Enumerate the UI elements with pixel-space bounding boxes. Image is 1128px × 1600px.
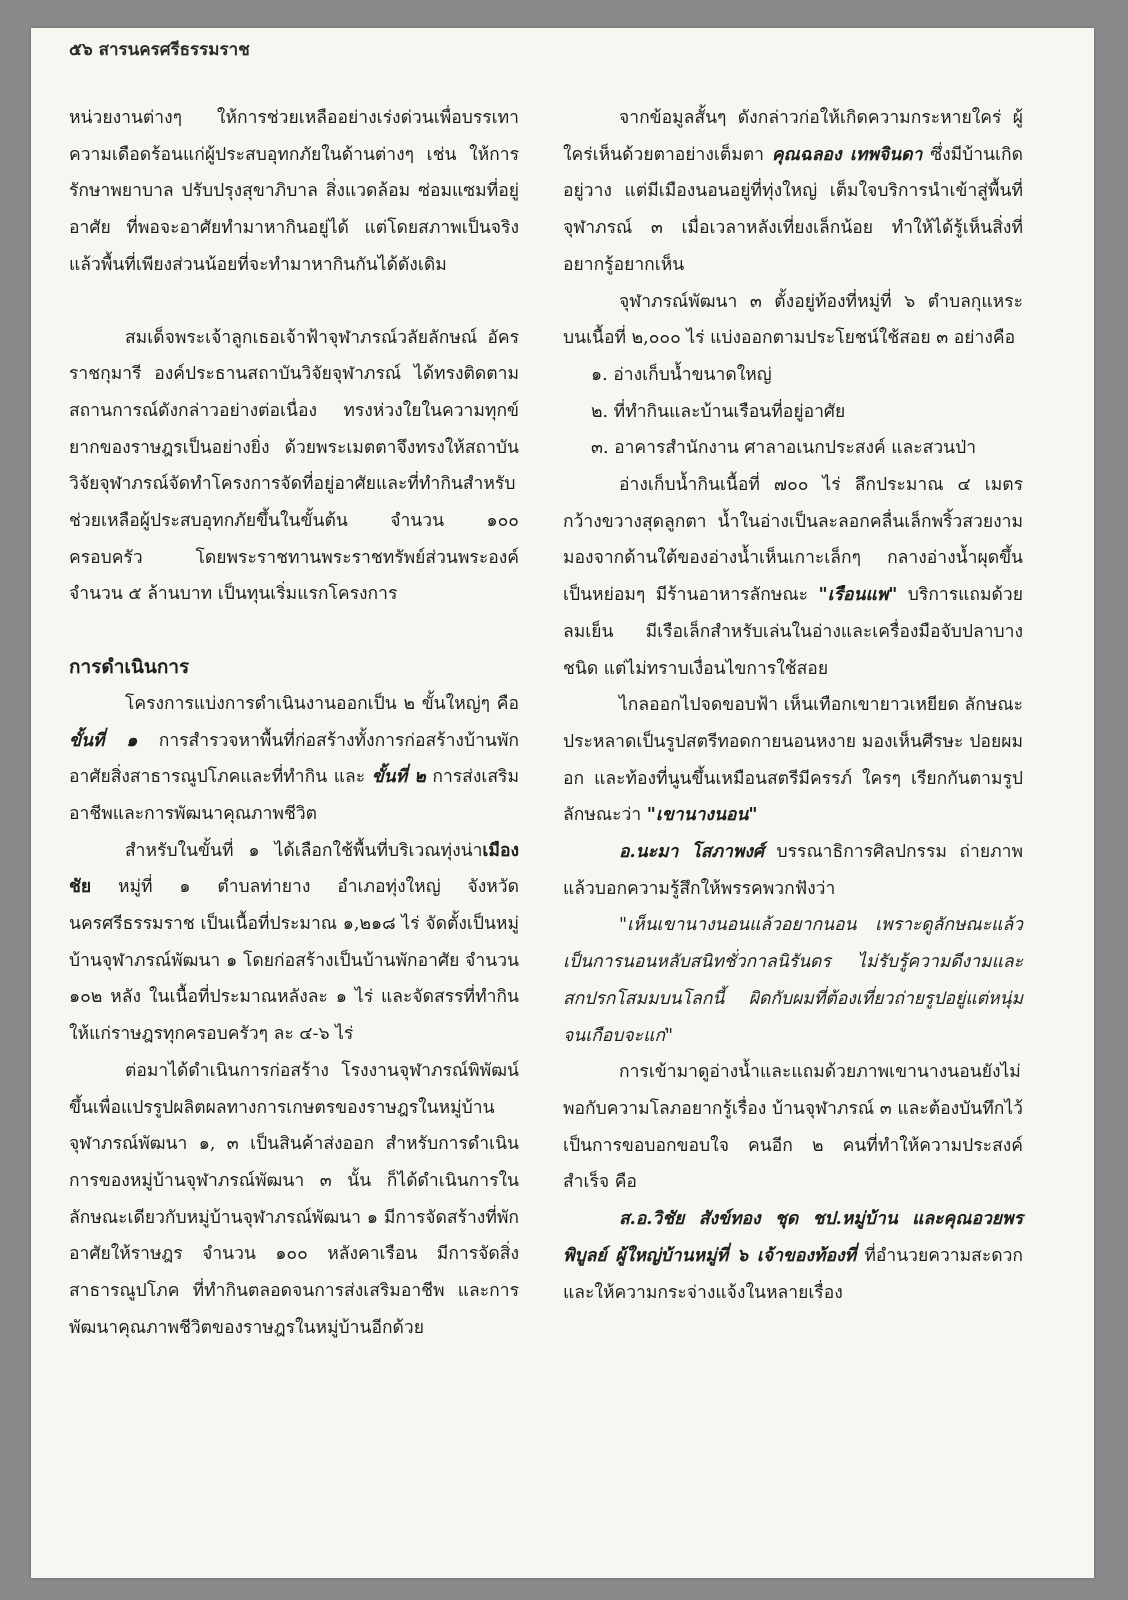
quote: "เห็นเขานางนอนแล้วอยากนอน เพราะดูลักษณะแล้ว เป็นการนอนหลับสนิทชั่วกาลนิรันดร ไม่รับรู้ความดีงามและสกปรกโสมมบนโลกนี้ ผิดกับผมที่ต้องเที่ยวถ่ายรูปอยู่แต่หนุ่มจนเกือบจะแก่"	[563, 915, 1023, 1046]
paragraph: สมเด็จพระเจ้าลูกเธอเจ้าฟ้าจุฬาภรณ์วลัยลักษณ์ อัครราชกุมารี องค์ประธานสถาบันวิจัยจุฬาภรณ์ ได้ทรงติดตามสถานการณ์ดังกล่าวอย่างต่อเนื่อง ทรงห่วงใยในความทุกข์ยากของราษฎรเป็นอย่างยิ่ง ด้วยพระเมตตาจึงทรงให้สถาบันวิจัยจุฬาภรณ์จัดทำโครงการจัดที่อยู่อาศัยและที่ทำกินสำหรับช่วยเหลือผู้ประสบอุทกภัยขึ้นในขั้นต้น จำนวน ๑๐๐ ครอบครัว โดยพระราชทานพระราชทรัพย์ส่วนพระองค์ จำนวน ๕ ล้านบาท เป็นทุนเริ่มแรกโครงการ	[69, 327, 519, 605]
paragraph: ไกลออกไปจดขอบฟ้า เห็นเทือกเขายาวเหยียด ลักษณะประหลาดเป็นรูปสตรีทอดกายนอนหงาย มองเห็นศีรษะ ปอยผม อก และท้องที่นูนขึ้นเหมือนสตรีมีครรภ์ ใครๆ เรียกกันตามรูปลักษณะว่า "เขานางนอน"	[563, 695, 1023, 826]
paragraph: ต่อมาได้ดำเนินการก่อสร้าง โรงงานจุฬาภรณ์พิพัฒน์ ขึ้นเพื่อแปรรูปผลิตผลทางการเกษตรของราษฎรในหมู่บ้านจุฬาภรณ์พัฒนา ๑, ๓ เป็นสินค้าส่งออก สำหรับการดำเนินการของหมู่บ้านจุฬาภรณ์พัฒนา ๓ นั้น ก็ได้ดำเนินการในลักษณะเดียวกับหมู่บ้านจุฬาภรณ์พัฒนา ๑ มีการจัดสร้างที่พักอาศัยให้ราษฎร จำนวน ๑๐๐ หลังคาเรือน มีการจัดสิ่งสาธารณูปโภค ที่ทำกินตลอดจนการส่งเสริมอาชีพ และการพัฒนาคุณภาพชีวิตของราษฎรในหมู่บ้านอีกด้วย	[69, 1060, 519, 1338]
running-header: ๕๖ สารนครศรีธรรมราช	[69, 40, 250, 60]
emphasis: "เรือนแพ"	[818, 585, 898, 606]
emphasis: อ.นะมา โสภาพงศ์	[619, 842, 765, 863]
list-item: ๓. อาคารสำนักงาน ศาลาอเนกประสงค์ และสวนป่า	[591, 438, 977, 459]
paragraph: สำหรับในขั้นที่ ๑ ได้เลือกใช้พื้นที่บริเวณทุ่งน่าเมืองชัย หมู่ที่ ๑ ตำบลท่ายาง อำเภอทุ่งใหญ่ จังหวัดนครศรีธรรมราช เป็นเนื้อที่ประมาณ ๑,๒๑๘ ไร่ จัดตั้งเป็นหมู่บ้านจุฬาภรณ์พัฒนา ๑ โดยก่อสร้างเป็นบ้านพักอาศัย จำนวน ๑๐๒ หลัง ในเนื้อที่ประมาณหลังละ ๑ ไร่ และจัดสรรที่ทำกินให้แก่ราษฎรทุกครอบครัวๆ ละ ๔-๖ ไร่	[69, 840, 519, 1045]
paragraph: ส.อ.วิชัย สังข์ทอง ชุด ชป.หมู่บ้าน และคุณอวยพร พิบูลย์ ผู้ใหญ่บ้านหมู่ที่ ๖ เจ้าของท้องที่ ที่อำนวยความสะดวกและให้ความกระจ่างแจ้งในหลายเรื่อง	[563, 1209, 1023, 1303]
right-column	[563, 100, 1023, 1311]
emphasis: ส.อ.วิชัย สังข์ทอง ชุด ชป.หมู่บ้าน และคุณอวยพร พิบูลย์ ผู้ใหญ่บ้านหมู่ที่ ๖ เจ้าของท้องที่	[563, 1209, 1023, 1266]
list-item: ๑. อ่างเก็บน้ำขนาดใหญ่	[591, 364, 772, 385]
emphasis: เมืองชัย	[69, 840, 519, 898]
emphasis: ขั้นที่ ๑	[69, 730, 138, 751]
paragraph: โครงการแบ่งการดำเนินงานออกเป็น ๒ ขั้นใหญ่ๆ คือ ขั้นที่ ๑ การสำรวจหาพื้นที่ก่อสร้างทั้งการก่อสร้างบ้านพักอาศัยสิ่งสาธารณูปโภคและที่ทำกิน และ ขั้นที่ ๒ การส่งเสริมอาชีพและการพัฒนาคุณภาพชีวิต	[69, 693, 519, 824]
document-page	[31, 28, 1094, 1578]
section-heading: การดำเนินการ	[69, 656, 190, 679]
list-item: ๒. ที่ทำกินและบ้านเรือนที่อยู่อาศัย	[591, 401, 846, 422]
emphasis: คุณฉลอง เทพจินดา	[771, 144, 923, 165]
paragraph: การเข้ามาดูอ่างน้ำและแถมด้วยภาพเขานางนอนยังไม่พอกับความโลภอยากรู้เรื่อง บ้านจุฬาภรณ์ ๓ และต้องบันทึกไว้เป็นการขอบอกขอบใจ คนอีก ๒ คนที่ทำให้ความประสงค์สำเร็จ คือ	[563, 1062, 1023, 1193]
paragraph: จุฬาภรณ์พัฒนา ๓ ตั้งอยู่ท้องที่หมู่ที่ ๖ ตำบลกุแหระ บนเนื้อที่ ๒,๐๐๐ ไร่ แบ่งออกตามประโยชน์ใช้สอย ๓ อย่างคือ	[563, 291, 1023, 349]
emphasis: ขั้นที่ ๒	[371, 767, 426, 788]
left-column	[69, 100, 519, 1347]
paragraph: หน่วยงานต่างๆ ให้การช่วยเหลืออย่างเร่งด่วนเพื่อบรรเทาความเดือดร้อนแก่ผู้ประสบอุทกภัยในด้านต่างๆ เช่น ให้การรักษาพยาบาล ปรับปรุงสุขาภิบาล สิ่งแวดล้อม ซ่อมแซมที่อยู่อาศัย ที่พอจะอาศัยทำมาหากินอยู่ได้ แต่โดยสภาพเป็นจริงแล้วพื้นที่เพียงส่วนน้อยที่จะทำมาหากินกันได้ดังเดิม	[69, 108, 519, 275]
paragraph: อ่างเก็บน้ำกินเนื้อที่ ๗๐๐ ไร่ ลึกประมาณ ๔ เมตร กว้างขวางสุดลูกตา น้ำในอ่างเป็นละลอกคลื่นเล็กพริ้วสวยงาม มองจากด้านใต้ของอ่างน้ำเห็นเกาะเล็กๆ กลางอ่างน้ำผุดขึ้นเป็นหย่อมๆ มีร้านอาหารลักษณะ "เรือนแพ" บริการแถมด้วยลมเย็น มีเรือเล็กสำหรับเล่นในอ่างและเครื่องมือจับปลาบางชนิด แต่ไม่ทราบเงื่อนไขการใช้สอย	[563, 475, 1023, 679]
paragraph: จากข้อมูลสั้นๆ ดังกล่าวก่อให้เกิดความกระหายใคร่ ผู้ใคร่เห็นด้วยตาอย่างเต็มตา คุณฉลอง เทพจินดา ซึ่งมีบ้านเกิดอยู่วาง แต่มีเมืองนอนอยู่ที่ทุ่งใหญ่ เต็มใจบริการนำเข้าสู่พื้นที่จุฬาภรณ์ ๓ เมื่อเวลาหลังเที่ยงเล็กน้อย ทำให้ได้รู้เห็นสิ่งที่อยากรู้อยากเห็น	[563, 108, 1023, 275]
paragraph: อ.นะมา โสภาพงศ์ บรรณาธิการศิลปกรรม ถ่ายภาพแล้วบอกความรู้สึกให้พรรคพวกฟังว่า	[563, 842, 1023, 899]
emphasis: "เขานางนอน"	[646, 805, 758, 826]
